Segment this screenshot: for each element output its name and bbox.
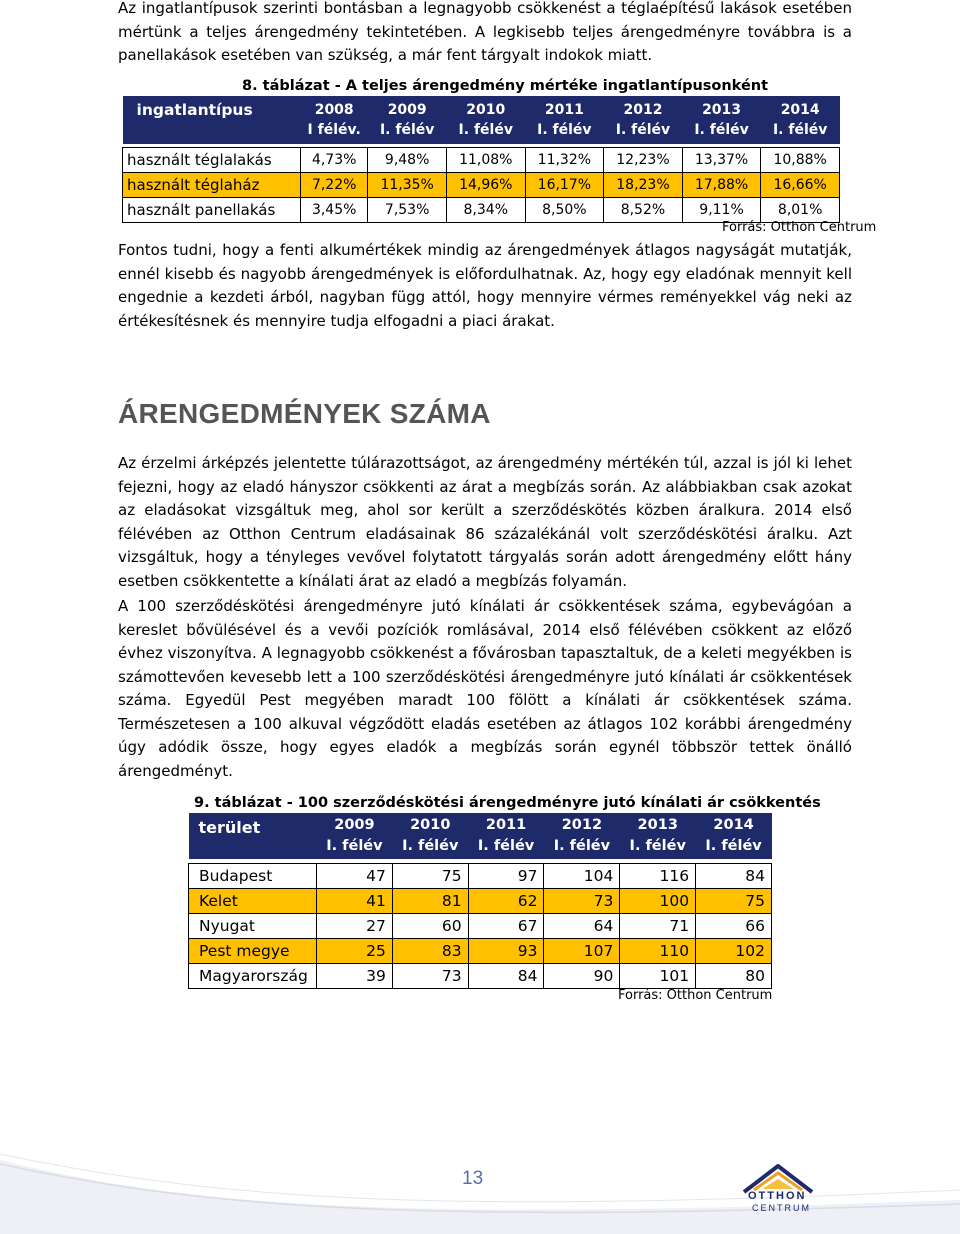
row-label: Nyugat (189, 913, 317, 938)
table-cell: 84 (696, 863, 772, 888)
table-cell: 16,66% (761, 172, 840, 197)
table-cell: 62 (468, 888, 544, 913)
table-cell: 9,48% (368, 147, 447, 172)
table-cell: 100 (620, 888, 696, 913)
table-cell: 60 (392, 913, 468, 938)
table9-source: Forrás: Otthon Centrum (618, 988, 773, 1003)
table-cell: 8,52% (604, 197, 683, 222)
table-cell: 8,50% (525, 197, 604, 222)
table-cell: 67 (468, 913, 544, 938)
table-cell: 107 (544, 938, 620, 963)
table-cell: 11,32% (525, 147, 604, 172)
table9-header-cell: 2013 I. félév (620, 813, 696, 859)
table-cell: 80 (696, 963, 772, 988)
row-label: használt téglalakás (123, 147, 301, 172)
table-cell: 4,73% (301, 147, 368, 172)
table-cell: 8,34% (446, 197, 525, 222)
logo-text-centrum: CENTRUM (752, 1203, 811, 1213)
table9-header-cell: 2011 I. félév (468, 813, 544, 859)
table8-header-cell: 2013 I. félév (682, 96, 761, 144)
table-cell: 64 (544, 913, 620, 938)
table-cell: 18,23% (604, 172, 683, 197)
table8-header-first: ingatlantípus (123, 96, 301, 144)
paragraph-2: Fontos tudni, hogy a fenti alkumértékek mindig az árengedmények átlagos nagyságát mutatják, ennél kisebb és nagyobb árengedmények is előfordulhatnak. Az, hogy egy eladónak mennyit kell engednie a kezdeti árból, nagyban függ attól, hogy mennyire vérmes reményekkel vág neki az értékesítésnek és mennyire tudja elfogadni a piaci árakat. (118, 241, 852, 330)
table9-header-first: terület (189, 813, 317, 859)
table-cell: 66 (696, 913, 772, 938)
table8-header-row (123, 96, 840, 144)
table-cell: 9,11% (682, 197, 761, 222)
table-cell: 110 (620, 938, 696, 963)
table-cell: 13,37% (682, 147, 761, 172)
table-row (189, 938, 772, 963)
table-row (123, 172, 840, 197)
table-cell: 116 (620, 863, 696, 888)
intro-paragraph: Az ingatlantípusok szerinti bontásban a legnagyobb csökkenést a téglaépítésű lakások esetében mértünk a teljes árengedmény tekintetében. A legkisebb teljes árengedményre továbbra is a panellakások esetében van szükség, a már fent tárgyalt indokok miatt. (118, 0, 852, 64)
table8-header-cell: 2011 I. félév (525, 96, 604, 144)
table-cell: 8,01% (761, 197, 840, 222)
table9-header-cell: 2014 I. félév (696, 813, 772, 859)
table-cell: 41 (317, 888, 393, 913)
table-cell: 47 (317, 863, 393, 888)
table-cell: 84 (468, 963, 544, 988)
table-cell: 39 (317, 963, 393, 988)
logo-text-otthon: OTTHON (748, 1190, 807, 1202)
table-cell: 73 (544, 888, 620, 913)
table-cell: 101 (620, 963, 696, 988)
table8-source: Forrás: Otthon Centrum (722, 220, 877, 235)
table-cell: 75 (392, 863, 468, 888)
table-cell: 11,08% (446, 147, 525, 172)
table-cell: 71 (620, 913, 696, 938)
table-cell: 81 (392, 888, 468, 913)
table8-header-cell: 2014 I. félév (761, 96, 840, 144)
table-cell: 16,17% (525, 172, 604, 197)
table8-header-cell: 2010 I. félév (446, 96, 525, 144)
table-cell: 11,35% (368, 172, 447, 197)
table-row (189, 888, 772, 913)
table9-header-row (189, 813, 772, 859)
page-number: 13 (462, 1168, 484, 1189)
table8 (122, 96, 840, 223)
table-cell: 97 (468, 863, 544, 888)
table-cell: 17,88% (682, 172, 761, 197)
row-label: Magyarország (189, 963, 317, 988)
row-label: Kelet (189, 888, 317, 913)
table8-header-cell: 2012 I. félév (604, 96, 683, 144)
table-cell: 75 (696, 888, 772, 913)
table-cell: 102 (696, 938, 772, 963)
row-label: Pest megye (189, 938, 317, 963)
table-cell: 73 (392, 963, 468, 988)
table-row (189, 963, 772, 988)
table-cell: 7,53% (368, 197, 447, 222)
table-cell: 12,23% (604, 147, 683, 172)
row-label: használt téglaház (123, 172, 301, 197)
table9-header-cell: 2009 I. félév (317, 813, 393, 859)
table-cell: 25 (317, 938, 393, 963)
paragraph-3: Az érzelmi árképzés jelentette túlárazottságot, az árengedmény mértékén túl, azzal is jól ki lehet fejezni, hogy az eladó hányszor csökkenti az árat a megbízás során. Az alábbiakban csak azokat az eladásokat vizsgáltuk meg, ahol sor került a szerződéskötés közben áralkura. 2014 első félévében az Otthon Centrum eladásainak 86 százalékánál volt szerződéskötési áralku. Azt vizsgáltuk, hogy a tényleges vevővel folytatott tárgyalás során adott árengedmény előtt hány esetben csökkentette a kínálati árat az eladó a megbízás folyamán. (118, 454, 852, 590)
section-heading: ÁRENGEDMÉNYEK SZÁMA (118, 398, 491, 429)
table-cell: 93 (468, 938, 544, 963)
table-cell: 7,22% (301, 172, 368, 197)
table-cell: 14,96% (446, 172, 525, 197)
table9-header-cell: 2012 I. félév (544, 813, 620, 859)
table-row (123, 147, 840, 172)
table9-caption: 9. táblázat - 100 szerződéskötési árengedményre jutó kínálati ár csökkentés (194, 795, 821, 811)
table-row (189, 863, 772, 888)
table8-header-cell: 2009 I. félév (368, 96, 447, 144)
table9-header-cell: 2010 I. félév (392, 813, 468, 859)
table-row (189, 913, 772, 938)
table-cell: 104 (544, 863, 620, 888)
table8-header-cell: 2008 I félév. (301, 96, 368, 144)
paragraph-4: A 100 szerződéskötési árengedményre jutó kínálati ár csökkentések száma, egybevágóan a kereslet bővülésével és a vevői pozíciók romlásával, 2014 első félévében csökkent az előző évhez viszonyítva. A legnagyobb csökkenést a fővárosban tapasztaltuk, de a keleti megyékben is számottevően kevesebb lett a 100 szerződéskötési árengedményre jutó kínálati ár csökkentések száma. Egyedül Pest megyében maradt 100 fölött a kínálati ár csökkentések száma. Természetesen a 100 alkuval végződött eladás esetében az átlagos 102 korábbi árengedmény úgy adódik össze, hogy egyes eladók a megbízás során egynél többször tettek önálló árengedményt. (118, 597, 852, 780)
table8-caption: 8. táblázat - A teljes árengedmény mértéke ingatlantípusonként (242, 78, 769, 94)
table-cell: 3,45% (301, 197, 368, 222)
row-label: használt panellakás (123, 197, 301, 222)
table9 (188, 813, 772, 989)
table-cell: 83 (392, 938, 468, 963)
table-cell: 90 (544, 963, 620, 988)
table-cell: 27 (317, 913, 393, 938)
table-row (123, 197, 840, 222)
row-label: Budapest (189, 863, 317, 888)
table-cell: 10,88% (761, 147, 840, 172)
